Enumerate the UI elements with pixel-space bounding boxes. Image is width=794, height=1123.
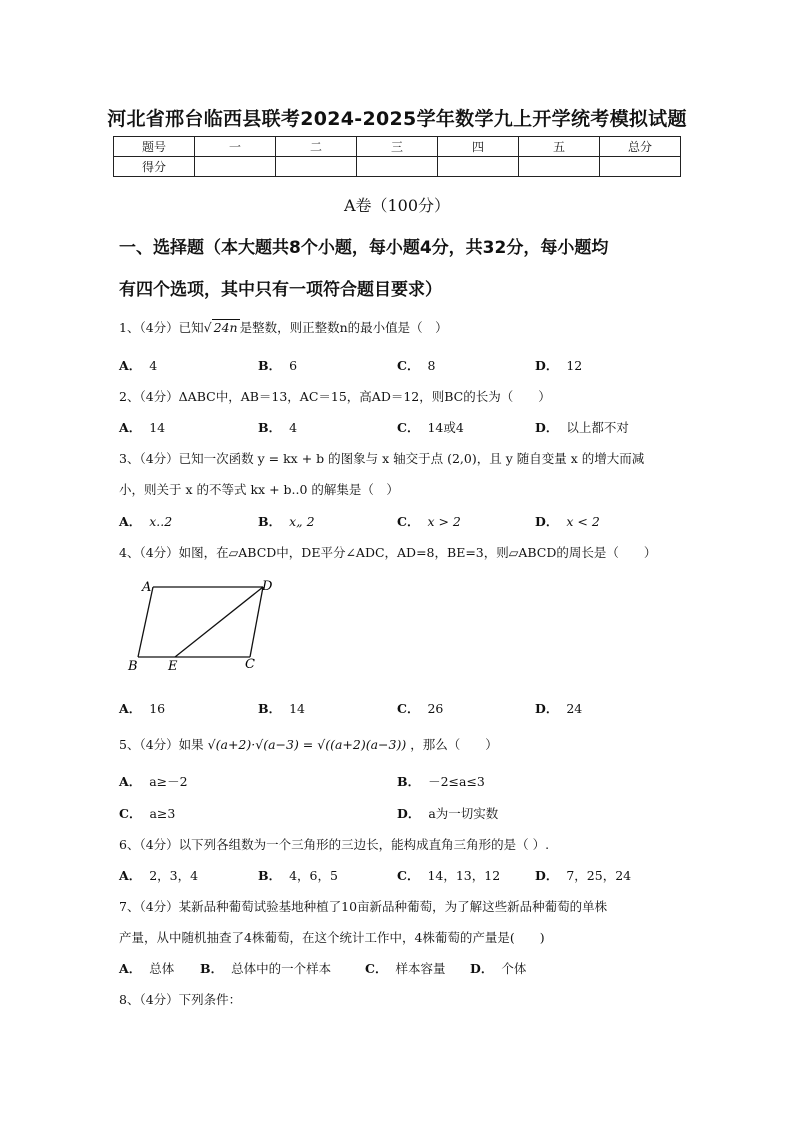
score-table-header-cell: 五 [519, 137, 600, 157]
question-7-option-a: A． 总体 [119, 961, 175, 976]
score-table-score-row [114, 157, 681, 177]
question-3-option-d: D． x < 2 [535, 514, 600, 529]
side-dc [250, 587, 263, 657]
question-1-option-c: C． 8 [397, 358, 436, 373]
score-table-header-cell: 题号 [114, 137, 195, 157]
exam-title: 河北省邢台临西县联考2024-2025学年数学九上开学统考模拟试题 [107, 108, 687, 130]
question-4-option-b: B． 14 [258, 701, 305, 716]
score-cell [357, 157, 438, 177]
question-5-stem-start: 5、（4分）如果 [119, 737, 204, 752]
question-6-option-b: B． 4，6，5 [258, 868, 338, 883]
question-5-option-a: A． a≥－2 [119, 774, 188, 789]
question-5-option-c: C． a≥3 [119, 806, 176, 821]
question-1-stem-start: 1、（4分）已知 [119, 320, 204, 335]
section-heading-line1: 一、选择题（本大题共8个小题，每小题4分，共32分，每小题均 [119, 238, 609, 258]
label-e: E [168, 659, 178, 674]
question-5-option-d: D． a为一切实数 [397, 806, 499, 821]
score-table-header-cell: 二 [276, 137, 357, 157]
question-2-option-d: D． 以上都不对 [535, 420, 629, 435]
question-1-option-d: D． 12 [535, 358, 583, 373]
question-2-option-b: B． 4 [258, 420, 298, 435]
score-cell [519, 157, 600, 177]
score-table-header-row [114, 137, 681, 157]
question-3-option-c: C． x > 2 [397, 514, 461, 529]
label-a: A [142, 580, 152, 595]
question-4-option-d: D． 24 [535, 701, 583, 716]
score-cell [195, 157, 276, 177]
question-1-stem [119, 318, 448, 336]
question-2-option-c: C． 14或4 [397, 420, 464, 435]
question-1-math: 24n [213, 320, 238, 335]
score-table-header-cell: 三 [357, 137, 438, 157]
question-3-stem-line1: 3、（4分）已知一次函数 y = kx + b 的图象与 x 轴交于点 (2,0)，且 y 随自变量 x 的增大而减 [119, 451, 645, 466]
label-b: B [128, 659, 138, 674]
question-2-stem: 2、（4分）ΔABC中，AB＝13，AC＝15，高AD＝12，则BC的长为（ ） [119, 389, 551, 404]
score-table-header-cell: 一 [195, 137, 276, 157]
side-ab [138, 587, 153, 657]
question-3-option-b: B． x„ 2 [258, 514, 315, 529]
score-table-header-cell: 总分 [600, 137, 681, 157]
question-8-stem: 8、（4分）下列条件： [119, 992, 242, 1007]
question-1-option-b: B． 6 [258, 358, 298, 373]
question-5-stem-end: ，那么（ ） [410, 737, 498, 752]
score-table-header-cell: 四 [438, 137, 519, 157]
question-3-stem-line2: 小，则关于 x 的不等式 kx + b..0 的解集是（ ） [119, 482, 399, 497]
question-4-stem: 4、（4分）如图，在▱ABCD中，DE平分∠ADC，AD=8，BE=3，则▱ABCD的周长是（ ） [119, 545, 657, 560]
question-4-option-c: C． 26 [397, 701, 444, 716]
question-6-option-d: D． 7，25，24 [535, 868, 632, 883]
question-7-stem-line1: 7、（4分）某新品种葡萄试验基地种植了10亩新品种葡萄，为了解这些新品种葡萄的单株 [119, 899, 608, 914]
question-1-option-a: A． 4 [119, 358, 158, 373]
question-3-option-a: A． x..2 [119, 514, 173, 529]
question-4-option-a: A． 16 [119, 701, 166, 716]
question-6-option-a: A． 2，3，4 [119, 868, 199, 883]
score-cell [276, 157, 357, 177]
question-7-option-b: B． 总体中的一个样本 [200, 961, 332, 976]
score-cell [600, 157, 681, 177]
segment-de [175, 587, 263, 657]
question-7-option-c: C． 样本容量 [365, 961, 446, 976]
question-5-stem [119, 735, 498, 753]
question-7-stem-line2: 产量，从中随机抽查了4株葡萄，在这个统计工作中，4株葡萄的产量是( ) [119, 930, 545, 945]
question-5-option-b: B． －2≤a≤3 [397, 774, 485, 789]
question-1-stem-end: 是整数，则正整数n的最小值是（ ） [239, 320, 448, 335]
sqrt-symbol: √ [203, 320, 212, 335]
label-d: D [262, 579, 273, 594]
score-row-label: 得分 [114, 157, 195, 177]
parallelogram-figure [120, 574, 280, 674]
volume-heading: A卷（100分） [343, 196, 451, 215]
question-5-math: √(a+2)·√(a−3) = √((a+2)(a−3)) [207, 737, 407, 752]
question-6-stem: 6、（4分）以下列各组数为一个三角形的三边长，能构成直角三角形的是（ ）. [119, 837, 550, 852]
score-table [113, 136, 681, 177]
label-c: C [245, 657, 255, 672]
question-2-option-a: A． 14 [119, 420, 166, 435]
score-cell [438, 157, 519, 177]
section-heading-line2: 有四个选项，其中只有一项符合题目要求） [119, 280, 442, 300]
question-7-option-d: D． 个体 [470, 961, 527, 976]
question-6-option-c: C． 14，13，12 [397, 868, 501, 883]
